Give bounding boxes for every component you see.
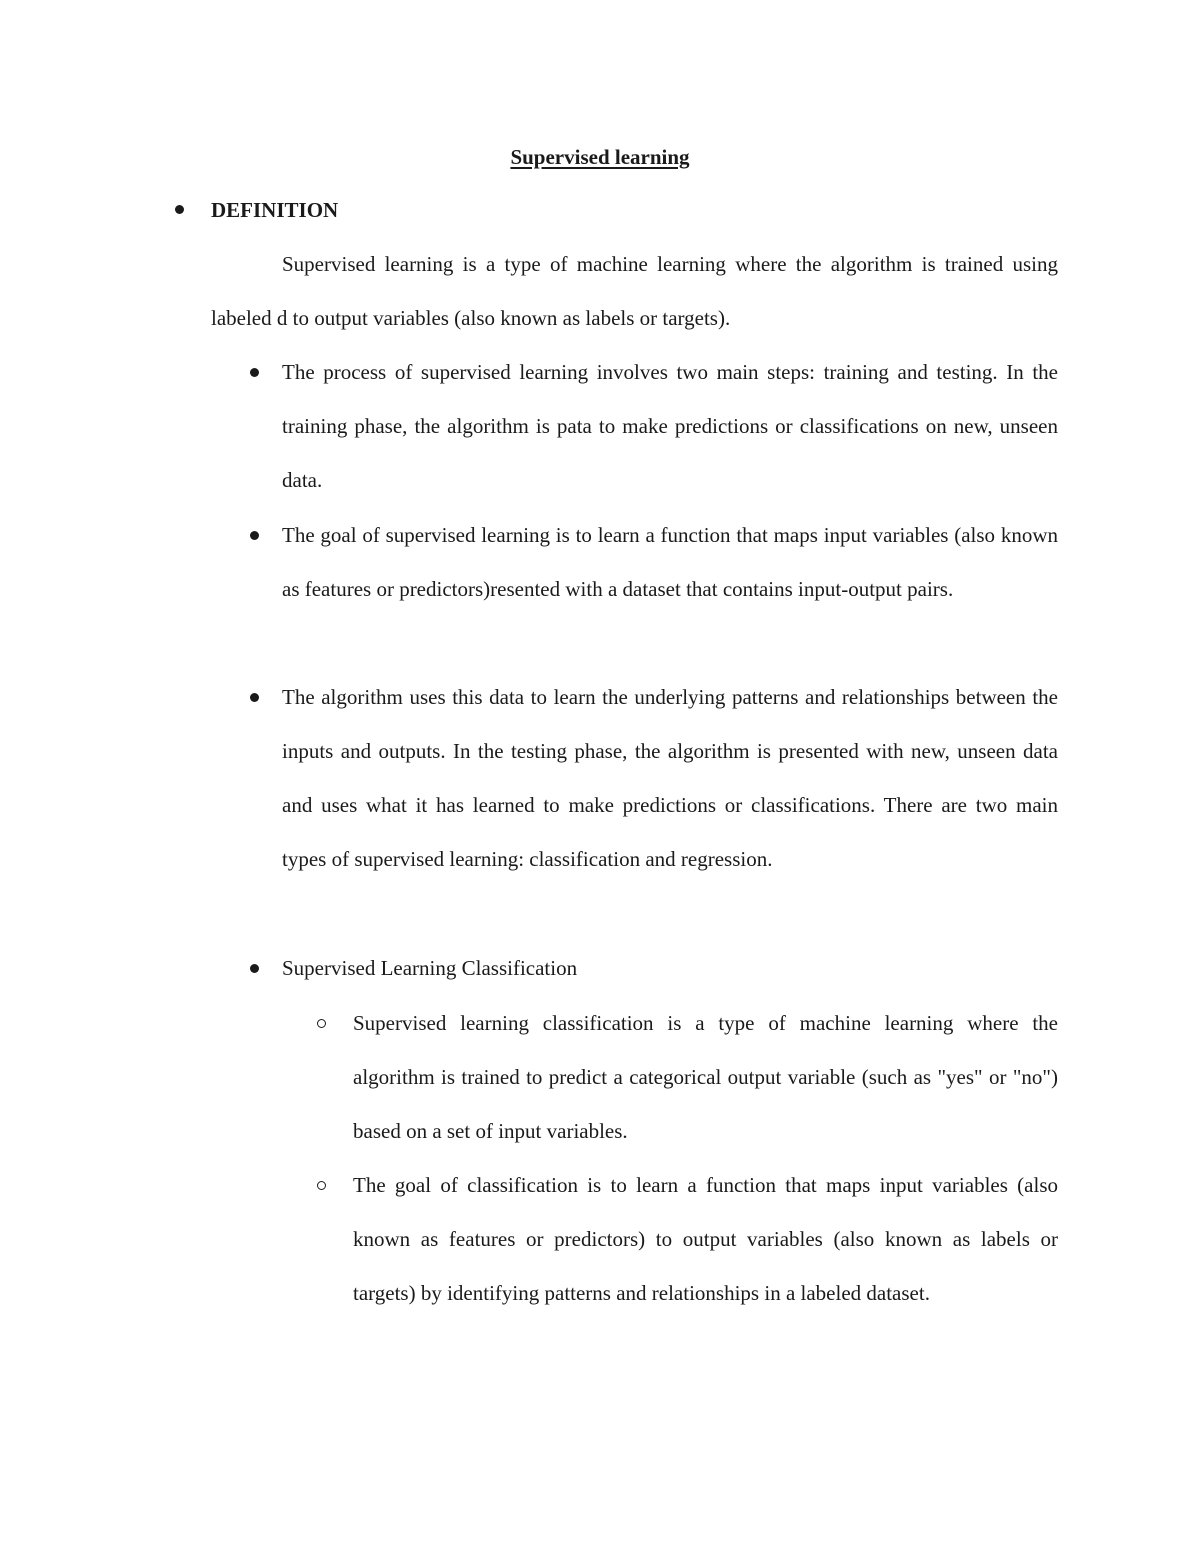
page-title: Supervised learning — [510, 145, 690, 169]
bullet-text: The algorithm uses this data to learn the underlying patterns and relationships between the inputs and outputs. In the testing phase, the algorithm is presented with new, unseen data and uses what it has learned to make predictions or classifications. There are two main types of supervised learning: classification and regression. — [282, 685, 1058, 871]
sub-bullet-circle-icon — [317, 1181, 326, 1190]
bullet-item-1 — [282, 345, 1058, 507]
sub-bullet-circle-icon — [317, 1019, 326, 1028]
definition-paragraph — [211, 237, 1058, 345]
bullet-dot-icon — [250, 531, 259, 540]
sub-bullet-text: Supervised learning classification is a type of machine learning where the algorithm is trained to predict a categorical output variable (such as "yes" or "no") based on a set of input variables. — [353, 1011, 1058, 1143]
sub-bullet-item-1 — [353, 996, 1058, 1158]
bullet-text: The process of supervised learning involves two main steps: training and testing. In the training phase, the algorithm is pata to make predictions or classifications on new, unseen data. — [282, 360, 1058, 492]
bullet-dot-icon — [250, 368, 259, 377]
sub-bullet-item-2 — [353, 1158, 1058, 1320]
definition-paragraph-text: Supervised learning is a type of machine learning where the algorithm is trained using labeled d to output variables (also known as labels or targets). — [211, 252, 1058, 330]
bullet-text: Supervised Learning Classification — [282, 956, 578, 980]
bullet-item-2 — [282, 508, 1058, 616]
bullet-text: The goal of supervised learning is to learn a function that maps input variables (also known as features or predictors)resented with a dataset that contains input-output pairs. — [282, 523, 1058, 601]
sub-bullet-text: The goal of classification is to learn a function that maps input variables (also known as features or predictors) to output variables (also known as labels or targets) by identifying patterns and relationships in a labeled dataset. — [353, 1173, 1058, 1305]
bullet-item-4 — [282, 941, 1058, 995]
bullet-dot-icon — [250, 693, 259, 702]
bullet-item-3 — [282, 670, 1058, 886]
definition-heading: DEFINITION — [211, 198, 339, 222]
bullet-dot-icon — [175, 205, 184, 214]
bullet-dot-icon — [250, 964, 259, 973]
